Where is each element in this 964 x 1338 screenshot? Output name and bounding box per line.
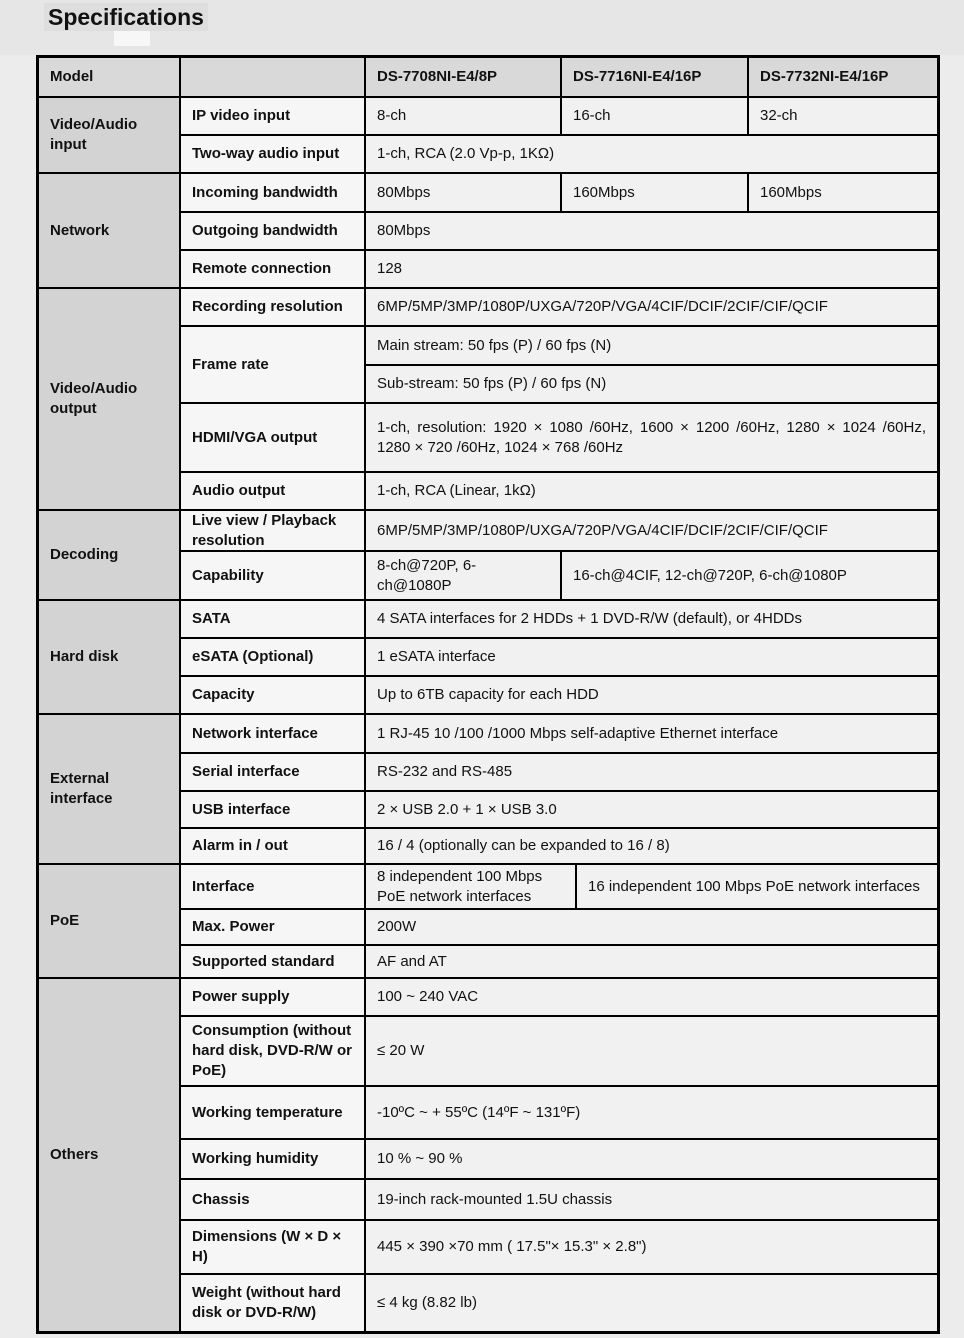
label-dimensions: Dimensions (W × D × H) (181, 1221, 366, 1275)
value-working-temperature: -10ºC ~ + 55ºC (14ºF ~ 131ºF) (366, 1087, 937, 1140)
label-power-supply: Power supply (181, 979, 366, 1017)
value-frame-rate-main: Main stream: 50 fps (P) / 60 fps (N) (366, 327, 937, 366)
value-poe-interface-1: 8 independent 100 Mbps PoE network interfaces (366, 865, 577, 910)
label-recording-resolution: Recording resolution (181, 289, 366, 327)
category-decoding: Decoding (39, 511, 181, 601)
value-audio-output: 1-ch, RCA (Linear, 1kΩ) (366, 473, 937, 511)
title-decoration (114, 30, 150, 46)
value-consumption: ≤ 20 W (366, 1017, 937, 1087)
header-blank (181, 58, 366, 98)
value-alarm-in-out: 16 / 4 (optionally can be expanded to 16 / 8) (366, 829, 937, 865)
label-serial-interface: Serial interface (181, 754, 366, 792)
label-network-interface: Network interface (181, 715, 366, 754)
label-outgoing-bandwidth: Outgoing bandwidth (181, 213, 366, 251)
header-model-3: DS-7732NI-E4/16P (749, 58, 937, 98)
label-esata: eSATA (Optional) (181, 639, 366, 677)
category-network: Network (39, 174, 181, 289)
value-ip-video-input-2: 16-ch (562, 98, 749, 136)
value-incoming-bandwidth-2: 160Mbps (562, 174, 749, 213)
value-dimensions: 445 × 390 ×70 mm ( 17.5"× 15.3" × 2.8") (366, 1221, 937, 1275)
label-incoming-bandwidth: Incoming bandwidth (181, 174, 366, 213)
value-incoming-bandwidth-3: 160Mbps (749, 174, 937, 213)
value-weight: ≤ 4 kg (8.82 lb) (366, 1275, 937, 1331)
label-working-temperature: Working temperature (181, 1087, 366, 1140)
label-capability: Capability (181, 552, 366, 601)
value-remote-connection: 128 (366, 251, 937, 289)
category-video-audio-input: Video/Audio input (39, 98, 181, 174)
category-others: Others (39, 979, 181, 1331)
value-two-way-audio-input: 1-ch, RCA (2.0 Vp-p, 1KΩ) (366, 136, 937, 174)
label-supported-standard: Supported standard (181, 946, 366, 979)
category-external-interface: External interface (39, 715, 181, 865)
label-poe-interface: Interface (181, 865, 366, 910)
value-capability-1: 8-ch@720P, 6-ch@1080P (366, 552, 562, 601)
value-poe-interface-2: 16 independent 100 Mbps PoE network interfaces (577, 865, 937, 910)
label-live-view-playback-resolution: Live view / Playback resolution (181, 511, 366, 552)
label-alarm-in-out: Alarm in / out (181, 829, 366, 865)
page-title: Specifications (44, 3, 208, 31)
value-esata: 1 eSATA interface (366, 639, 937, 677)
value-capability-2: 16-ch@4CIF, 12-ch@720P, 6-ch@1080P (562, 552, 937, 601)
value-serial-interface: RS-232 and RS-485 (366, 754, 937, 792)
label-capacity: Capacity (181, 677, 366, 715)
label-ip-video-input: IP video input (181, 98, 366, 136)
value-usb-interface: 2 × USB 2.0 + 1 × USB 3.0 (366, 792, 937, 829)
value-working-humidity: 10 % ~ 90 % (366, 1140, 937, 1180)
category-poe: PoE (39, 865, 181, 979)
value-frame-rate-sub: Sub-stream: 50 fps (P) / 60 fps (N) (366, 366, 937, 404)
value-capacity: Up to 6TB capacity for each HDD (366, 677, 937, 715)
label-audio-output: Audio output (181, 473, 366, 511)
value-live-view-playback-resolution: 6MP/5MP/3MP/1080P/UXGA/720P/VGA/4CIF/DCIF/2CIF/CIF/QCIF (366, 511, 937, 552)
header-model: Model (39, 58, 181, 98)
value-recording-resolution: 6MP/5MP/3MP/1080P/UXGA/720P/VGA/4CIF/DCIF/2CIF/CIF/QCIF (366, 289, 937, 327)
label-usb-interface: USB interface (181, 792, 366, 829)
label-chassis: Chassis (181, 1180, 366, 1221)
value-power-supply: 100 ~ 240 VAC (366, 979, 937, 1017)
label-sata: SATA (181, 601, 366, 639)
value-network-interface: 1 RJ-45 10 /100 /1000 Mbps self-adaptive Ethernet interface (366, 715, 937, 754)
value-incoming-bandwidth-1: 80Mbps (366, 174, 562, 213)
label-working-humidity: Working humidity (181, 1140, 366, 1180)
label-remote-connection: Remote connection (181, 251, 366, 289)
label-frame-rate: Frame rate (181, 327, 366, 404)
category-video-audio-output: Video/Audio output (39, 289, 181, 511)
value-hdmi-vga-output: 1-ch, resolution: 1920 × 1080 /60Hz, 1600 × 1200 /60Hz, 1280 × 1024 /60Hz, 1280 × 720 /60Hz, 1024 × 768 /60Hz (366, 404, 937, 473)
label-hdmi-vga-output: HDMI/VGA output (181, 404, 366, 473)
value-supported-standard: AF and AT (366, 946, 937, 979)
value-ip-video-input-3: 32-ch (749, 98, 937, 136)
value-ip-video-input-1: 8-ch (366, 98, 562, 136)
category-hard-disk: Hard disk (39, 601, 181, 715)
label-two-way-audio-input: Two-way audio input (181, 136, 366, 174)
label-max-power: Max. Power (181, 910, 366, 946)
value-max-power: 200W (366, 910, 937, 946)
value-sata: 4 SATA interfaces for 2 HDDs + 1 DVD-R/W (default), or 4HDDs (366, 601, 937, 639)
label-weight: Weight (without hard disk or DVD-R/W) (181, 1275, 366, 1331)
value-outgoing-bandwidth: 80Mbps (366, 213, 937, 251)
header-model-2: DS-7716NI-E4/16P (562, 58, 749, 98)
label-consumption: Consumption (without hard disk, DVD-R/W or PoE) (181, 1017, 366, 1087)
header-model-1: DS-7708NI-E4/8P (366, 58, 562, 98)
specifications-table (36, 55, 940, 1334)
value-chassis: 19-inch rack-mounted 1.5U chassis (366, 1180, 937, 1221)
